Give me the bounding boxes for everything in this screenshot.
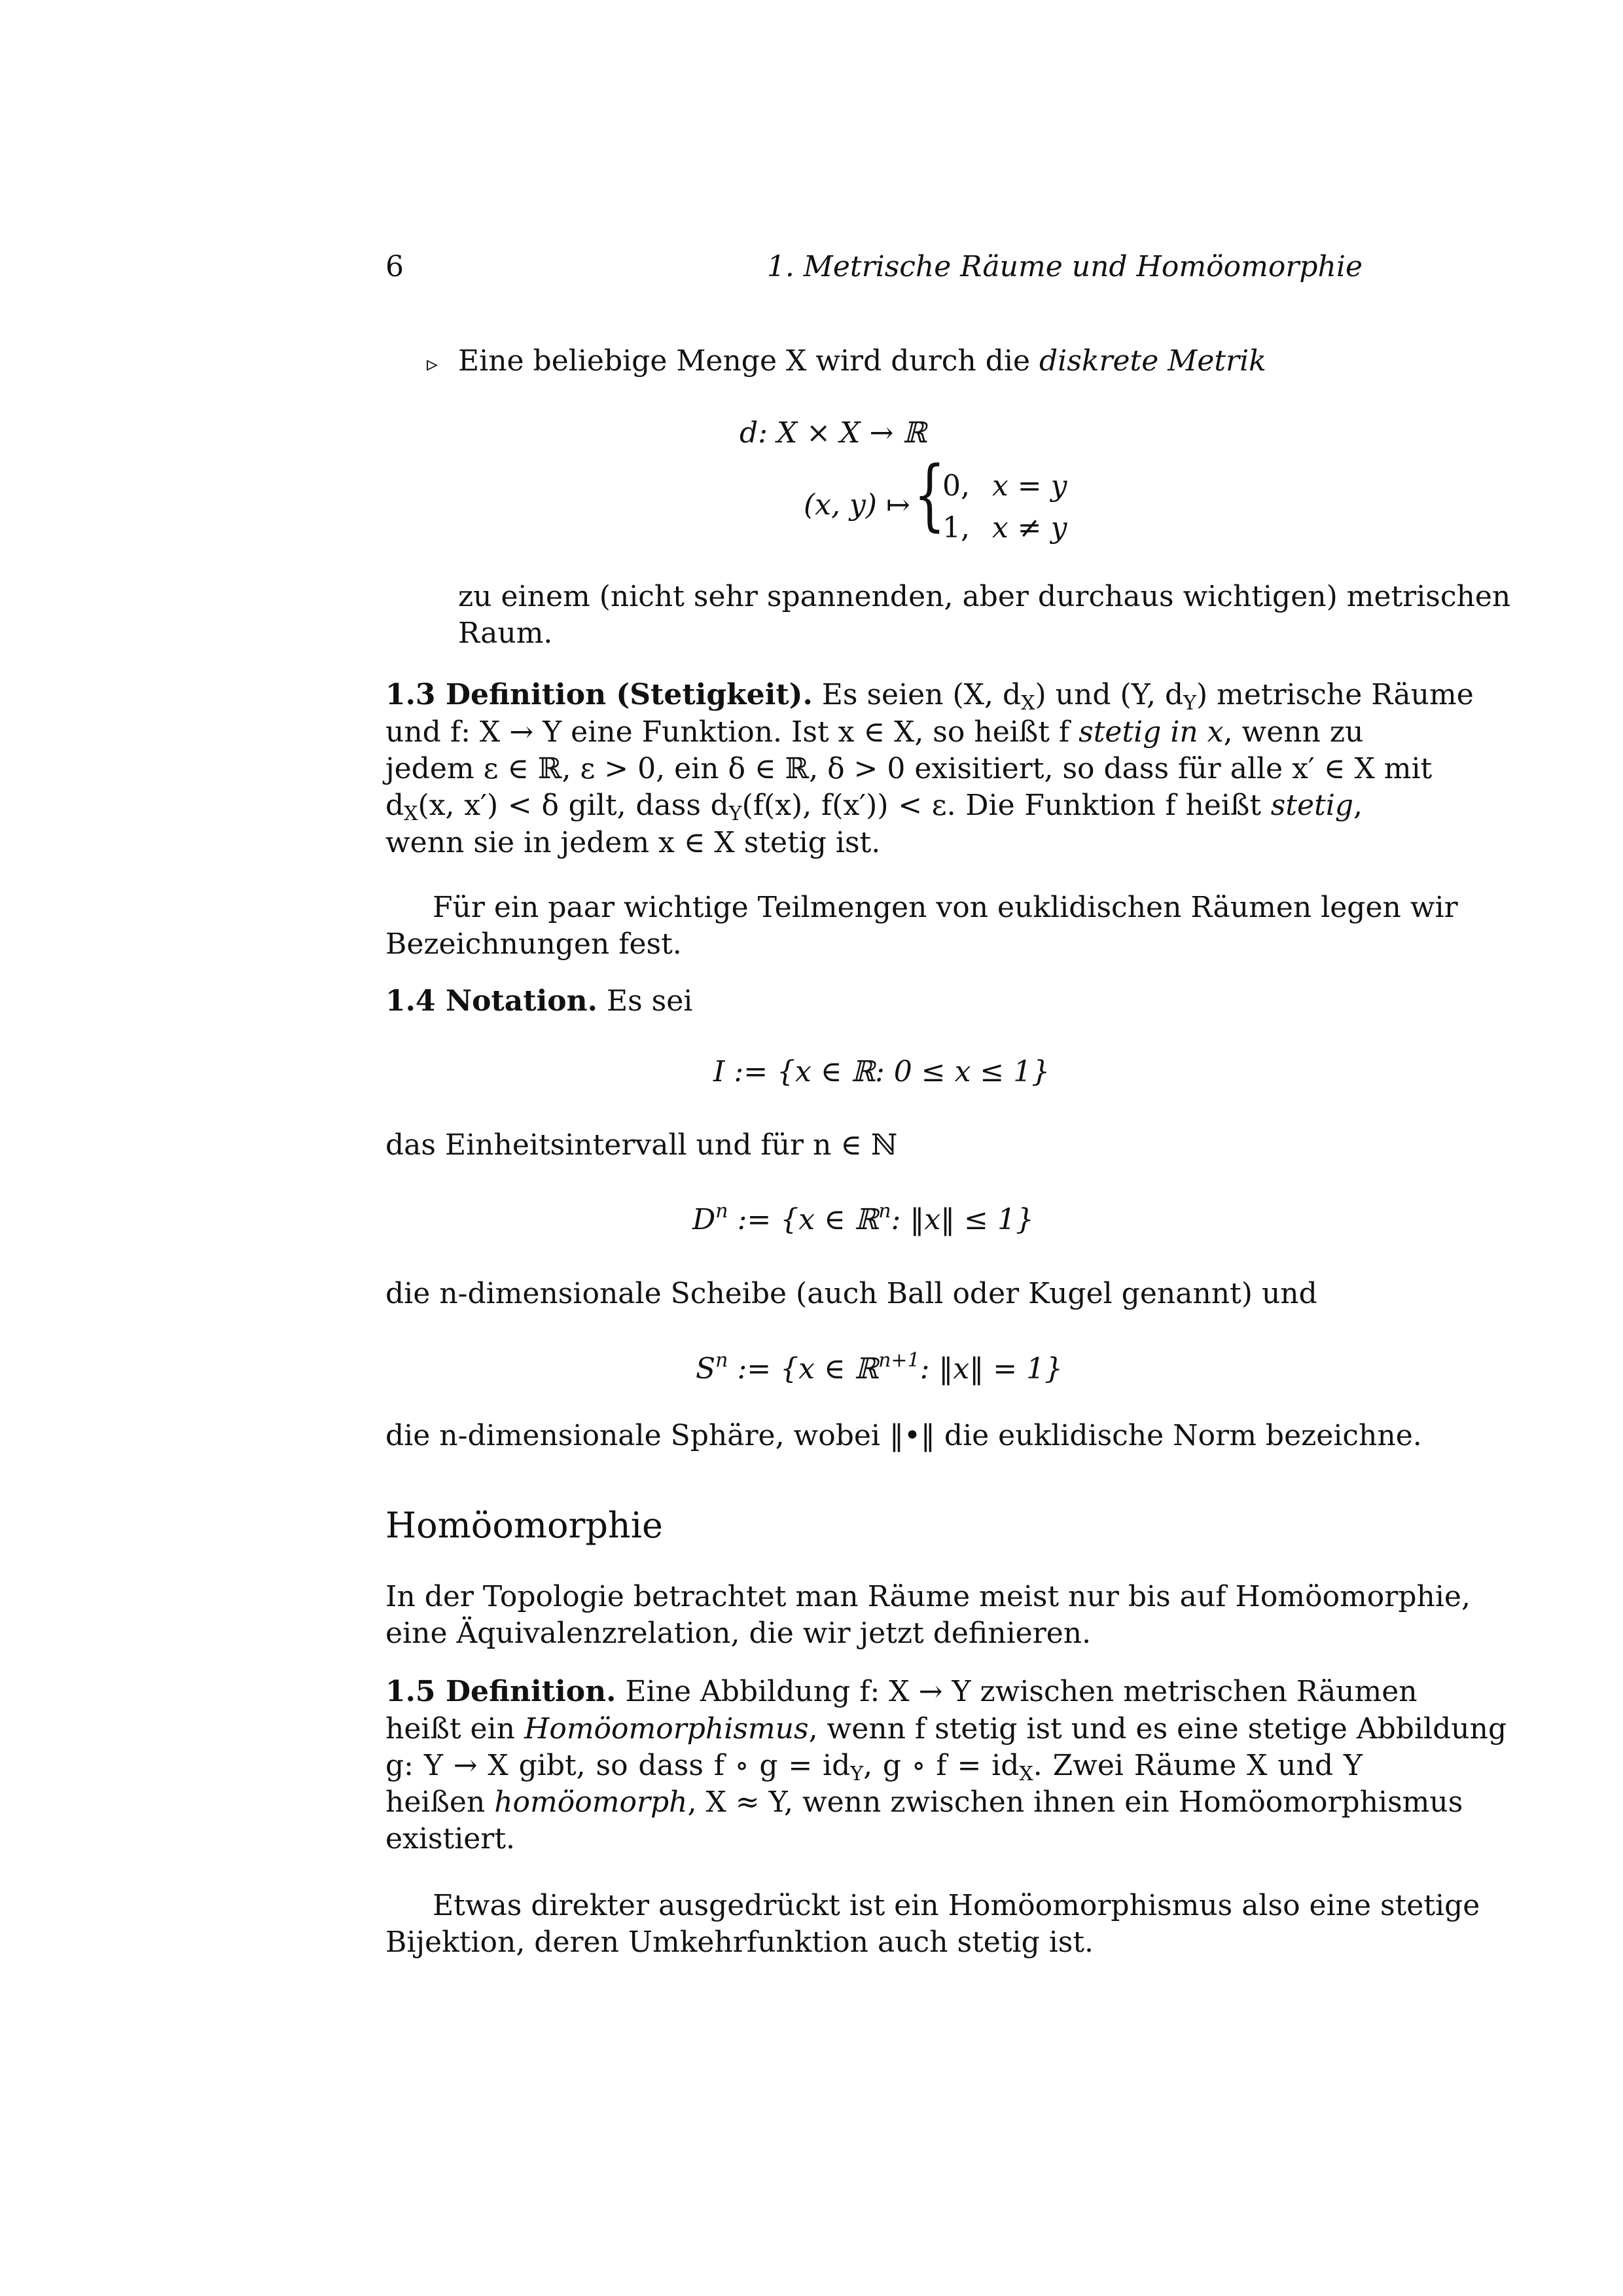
formula-sphere: $S^n$ := {x ∈ ℝ$^{n+1}$: ‖x‖ = 1} <box>696 1349 1063 1386</box>
formula-metric-map: d: X × X → ℝ <box>740 416 927 450</box>
definition-1-3-line-4: $d_X(x$, x′) < δ gilt, dass $d_Y(f(x)$, f(x′)) < ε. Die Funktion f heißt stetig, <box>385 789 1363 825</box>
paragraph-final-line-1: Etwas direkter ausgedrückt ist ein Homöomorphismus also eine stetige <box>433 1889 1480 1922</box>
case-one-condition: x = y <box>992 469 1067 503</box>
example-text-line-1: zu einem (nicht sehr spannenden, aber durchaus wichtigen) metrischen <box>458 580 1511 613</box>
formula-unit-interval: I := {x ∈ ℝ: 0 ≤ x ≤ 1} <box>713 1055 1050 1088</box>
definition-1-5-line-1: 1.5 Definition. Eine Abbildung f: X → Y zwischen metrischen Räumen <box>385 1675 1418 1708</box>
definition-1-3-line-2: und f: X → Y eine Funktion. Ist x ∈ X, so heißt f stetig in x, wenn zu <box>385 715 1364 749</box>
case-one-value: 0, <box>942 469 970 503</box>
definition-1-3-label: 1.3 Definition (Stetigkeit). <box>385 678 813 711</box>
notation-1-4-label: 1.4 Notation. <box>385 984 597 1018</box>
page-number: 6 <box>385 250 404 283</box>
paragraph-final-line-2: Bijektion, deren Umkehrfunktion auch stetig ist. <box>385 1926 1094 1959</box>
term-stetig-in-x: stetig in x <box>1079 715 1224 749</box>
definition-1-5-label: 1.5 Definition. <box>385 1675 616 1708</box>
example-text-line-2: Raum. <box>458 617 553 650</box>
definition-1-5-line-3: g: Y → X gibt, so dass f ∘ $g = id_Y$, g ∘ $f = id_X$. Zwei Räume X und Y <box>385 1749 1363 1785</box>
text-disc: die n-dimensionale Scheibe (auch Ball oder Kugel genannt) und <box>385 1277 1317 1310</box>
term-stetig: stetig <box>1270 789 1353 822</box>
paragraph-subsets-line-1: Für ein paar wichtige Teilmengen von euklidischen Räumen legen wir <box>433 891 1458 924</box>
notation-1-4-intro: 1.4 Notation. Es sei <box>385 984 693 1018</box>
formula-argument: (x, y) ↦ <box>804 488 910 522</box>
term-homoeomorph: homöomorph <box>494 1785 688 1819</box>
section-intro-line-2: eine Äquivalenzrelation, die wir jetzt definieren. <box>385 1617 1092 1650</box>
text-unit-interval: das Einheitsintervall und für n ∈ ℕ <box>385 1128 898 1162</box>
text-sphere: die n-dimensionale Sphäre, wobei ‖•‖ die euklidische Norm bezeichne. <box>385 1419 1422 1452</box>
definition-1-3-line-3: jedem ε ∈ ℝ, ε > 0, ein δ ∈ ℝ, δ > 0 exisitiert, so dass für alle x′ ∈ X mit <box>385 752 1433 785</box>
paragraph-subsets-line-2: Bezeichnungen fest. <box>385 927 682 961</box>
definition-1-5-line-2: heißt ein Homöomorphismus, wenn f stetig ist und es eine stetige Abbildung <box>385 1712 1507 1746</box>
left-brace-icon: { <box>914 449 946 539</box>
formula-disc: $D^n$ := {x ∈ ℝ$^n$: ‖x‖ ≤ 1} <box>692 1200 1034 1236</box>
case-two-condition: x ≠ y <box>992 511 1067 545</box>
section-title: Homöomorphie <box>385 1505 663 1546</box>
definition-1-5-line-4: heißen homöomorph, X ≈ Y, wenn zwischen ihnen ein Homöomorphismus <box>385 1785 1463 1819</box>
definition-1-5-line-5: existiert. <box>385 1822 515 1856</box>
example-intro: Eine beliebige Menge X wird durch die diskrete Metrik <box>458 344 1266 378</box>
running-title: 1. Metrische Räume und Homöomorphie <box>766 250 1363 283</box>
definition-1-3-line-1: 1.3 Definition (Stetigkeit). Es seien (X, $d_X$) und (Y, $d_Y$) metrische Räume <box>385 678 1474 715</box>
definition-1-3-line-5: wenn sie in jedem x ∈ X stetig ist. <box>385 826 881 859</box>
section-intro-line-1: In der Topologie betrachtet man Räume meist nur bis auf Homöomorphie, <box>385 1580 1471 1613</box>
term-homoeomorphismus: Homöomorphismus <box>524 1712 809 1746</box>
triangle-bullet-icon: ▹ <box>427 351 438 377</box>
term-discrete-metric: diskrete Metrik <box>1039 344 1266 378</box>
case-two-value: 1, <box>942 511 970 545</box>
